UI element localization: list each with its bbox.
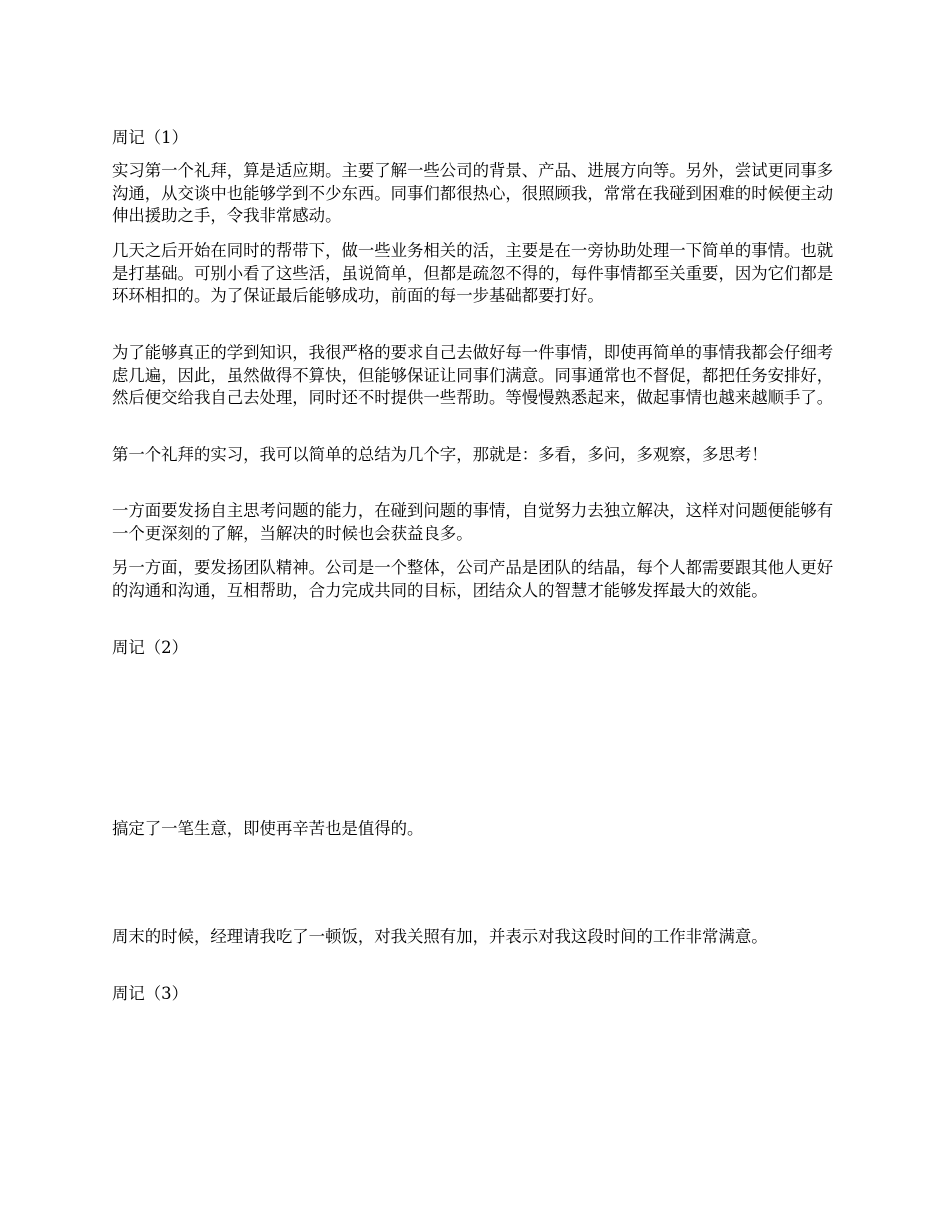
week1-paragraph-5: 一方面要发扬自主思考问题的能力，在碰到问题的事情，自觉努力去独立解决，这样对问题便能够有一个更深刻的了解，当解决的时候也会获益良多。 xyxy=(112,501,834,543)
week1-paragraph-3: 为了能够真正的学到知识，我很严格的要求自己去做好每一件事情，即使再简单的事情我都会仔细考虑几遍，因此，虽然做得不算快，但能够保证让同事们满意。同事通常也不督促，都把任务安排好，然后便交给我自己去处理，同时还不时提供一些帮助。等慢慢熟悉起来，做起事情也越来越顺手了。 xyxy=(112,343,834,407)
week1-paragraph-4: 第一个礼拜的实习，我可以简单的总结为几个字，那就是：多看，多问，多观察，多思考！ xyxy=(112,445,768,464)
week1-paragraph-2: 几天之后开始在同时的帮带下，做一些业务相关的活，主要是在一旁协助处理一下简单的事情。也就是打基础。可别小看了这些活，虽说简单，但都是疏忽不得的，每件事情都至关重要，因为它们都是环环相扣的。为了保证最后能够成功，前面的每一步基础都要打好。 xyxy=(112,241,834,305)
week3-heading: 周记（3） xyxy=(112,984,188,1003)
week2-paragraph-2: 周末的时候，经理请我吃了一顿饭，对我关照有加，并表示对我这段时间的工作非常满意。 xyxy=(112,927,768,946)
week2-heading: 周记（2） xyxy=(112,638,188,657)
week2-paragraph-1: 搞定了一笔生意，即使再辛苦也是值得的。 xyxy=(112,819,424,838)
week1-heading: 周记（1） xyxy=(112,128,188,147)
week1-paragraph-1: 实习第一个礼拜，算是适应期。主要了解一些公司的背景、产品、进展方向等。另外，尝试更同事多沟通，从交谈中也能够学到不少东西。同事们都很热心，很照顾我，常常在我碰到困难的时候便主动伸出援助之手，令我非常感动。 xyxy=(112,161,834,225)
week1-paragraph-6: 另一方面，要发扬团队精神。公司是一个整体，公司产品是团队的结晶，每个人都需要跟其他人更好的沟通和沟通，互相帮助，合力完成共同的目标，团结众人的智慧才能够发挥最大的效能。 xyxy=(112,558,834,600)
